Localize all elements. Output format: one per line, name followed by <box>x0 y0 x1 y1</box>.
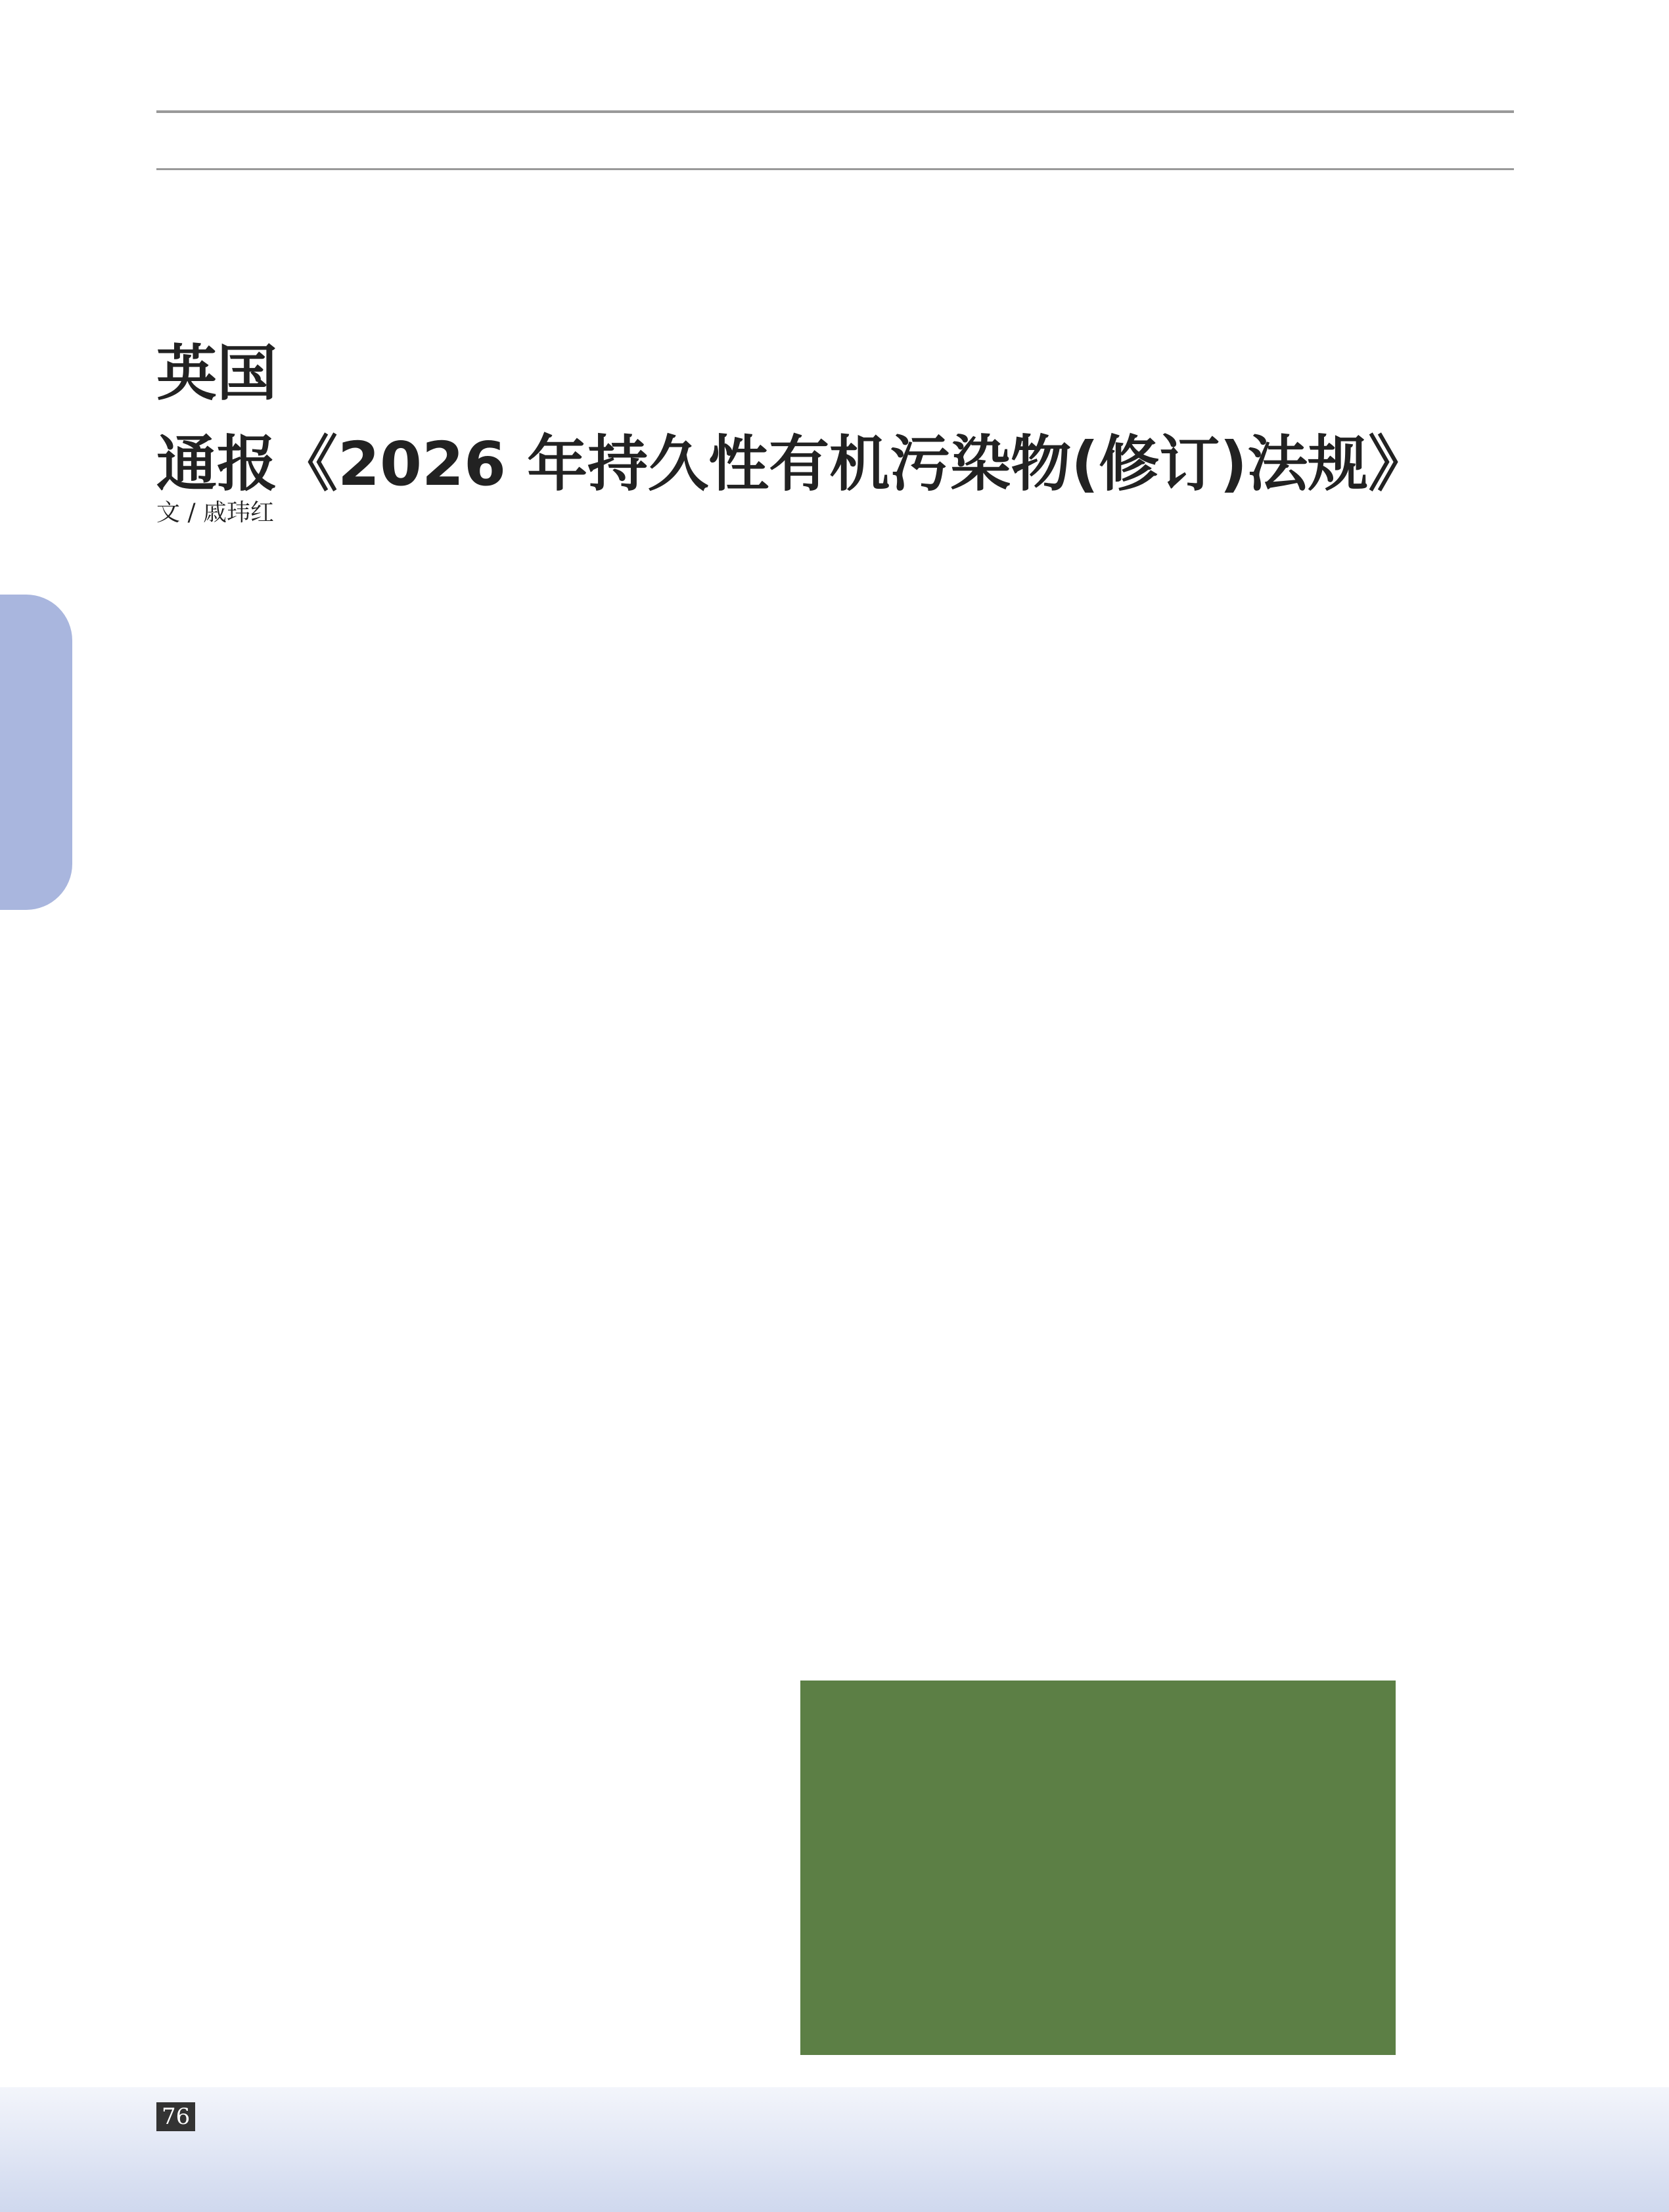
road-paving-photo <box>800 1681 1396 2055</box>
article-title <box>156 328 1429 510</box>
title-line-2: 通报《2026 年持久性有机污染物(修订)法规》 <box>156 429 1429 499</box>
article-author: 文 / 戚玮红 <box>156 499 275 526</box>
title-line-1: 英国 <box>156 338 278 409</box>
side-tab <box>0 595 72 910</box>
footer-wave <box>0 2087 1669 2212</box>
page-header <box>156 110 1514 170</box>
page-number: 76 <box>156 2102 195 2131</box>
